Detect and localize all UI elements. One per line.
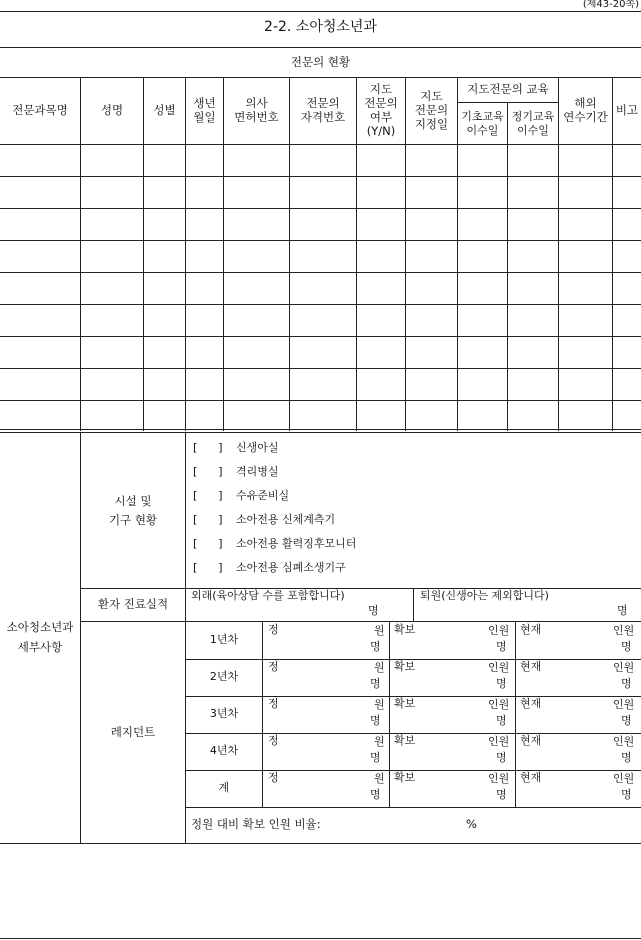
resident-secured-label: 확보: [394, 623, 416, 636]
header-regular-edu: 정기교육 이수일: [511, 110, 555, 137]
details-bottom-rule: [0, 843, 641, 844]
resident-people-unit: 인원: [613, 661, 635, 674]
facility-checkbox: [ ]: [193, 537, 223, 550]
resident-people-unit: 인원: [613, 624, 635, 637]
header-birth: 생년 월일: [193, 96, 216, 124]
facility-checkbox: [ ]: [193, 561, 223, 574]
outpatient-label: 외래(육아상담 수를 포함합니다): [191, 589, 345, 602]
resident-unit: 명: [370, 788, 381, 801]
table-row-rule: [0, 208, 641, 209]
facility-item: 소아전용 신체계측기: [236, 513, 336, 526]
resident-secured-label: 확보: [394, 771, 416, 784]
facility-item: 수유준비실: [236, 489, 290, 502]
resident-unit: 명: [496, 714, 507, 727]
facility-label: 시설 및 기구 현황: [108, 494, 158, 527]
resident-row-rule: [185, 807, 641, 808]
resident-people-unit: 인원: [488, 772, 510, 785]
resident-divider: [262, 622, 263, 807]
resident-people-unit: 인원: [613, 698, 635, 711]
bottom-rule: [0, 938, 641, 939]
resident-unit: 명: [370, 714, 381, 727]
header-sex: 성별: [153, 103, 176, 118]
resident-quota-label: 정: [268, 734, 279, 747]
resident-secured-label: 확보: [394, 697, 416, 710]
header-mentor: 지도 전문의 여부 (Y/N): [364, 82, 398, 138]
table-row-rule: [0, 368, 641, 369]
resident-quota-label: 정: [268, 660, 279, 673]
resident-unit: 명: [496, 677, 507, 690]
facility-checkbox: [ ]: [193, 513, 223, 526]
top-rule: [0, 11, 641, 12]
table-row-rule: [0, 240, 641, 241]
resident-people-unit: 인원: [488, 698, 510, 711]
resident-unit: 명: [370, 640, 381, 653]
resident-unit: 명: [496, 640, 507, 653]
resident-people-unit: 인원: [613, 772, 635, 785]
resident-current-label: 현재: [520, 734, 542, 747]
resident-quota-unit: 원: [374, 735, 385, 748]
resident-quota-unit: 원: [374, 661, 385, 674]
resident-year: 1년차: [209, 633, 239, 646]
resident-divider: [515, 622, 516, 807]
discharge-label: 퇴원(신생아는 제외합니다): [420, 589, 549, 602]
header-basic-edu: 기초교육 이수일: [461, 110, 504, 137]
resident-current-label: 현재: [520, 697, 542, 710]
resident-quota-unit: 원: [374, 698, 385, 711]
resident-year: 계: [218, 781, 230, 794]
resident-current-label: 현재: [520, 660, 542, 673]
section-title: 전문의 현황: [290, 55, 351, 69]
resident-year: 3년차: [209, 707, 239, 720]
resident-unit: 명: [621, 640, 632, 653]
table-row-rule: [0, 176, 641, 177]
header-bottom-rule: [0, 144, 641, 145]
ratio-percent: %: [466, 817, 477, 831]
facility-item: 신생아실: [236, 441, 279, 454]
column-divider: [507, 102, 508, 431]
resident-secured-label: 확보: [394, 660, 416, 673]
resident-people-unit: 인원: [613, 735, 635, 748]
table-row-rule: [0, 272, 641, 273]
resident-quota-unit: 원: [374, 624, 385, 637]
resident-quota-label: 정: [268, 697, 279, 710]
ratio-label: 정원 대비 확보 인원 비율:: [191, 817, 321, 831]
discharge-unit: 명: [617, 604, 628, 617]
resident-year: 2년차: [209, 670, 239, 683]
patients-label: 환자 진료실적: [97, 597, 169, 612]
header-overseas: 해외 연수기간: [563, 96, 608, 124]
header-cert: 전문의 자격번호: [300, 96, 346, 124]
resident-unit: 명: [621, 677, 632, 690]
resident-people-unit: 인원: [488, 735, 510, 748]
facility-item: 소아전용 심폐소생기구: [236, 561, 346, 574]
resident-unit: 명: [496, 751, 507, 764]
patients-divider: [413, 588, 414, 621]
table-row-rule: [0, 400, 641, 401]
header-note: 비고: [615, 103, 639, 118]
resident-people-unit: 인원: [488, 624, 510, 637]
facility-item: 소아전용 활력징후모니터: [236, 537, 357, 550]
resident-divider: [389, 622, 390, 807]
details-label: 소아청소년과 세부사항: [6, 620, 74, 654]
resident-unit: 명: [496, 788, 507, 801]
resident-current-label: 현재: [520, 771, 542, 784]
resident-current-label: 현재: [520, 623, 542, 636]
resident-unit: 명: [370, 677, 381, 690]
header-edu-group: 지도전문의 교육: [467, 82, 549, 97]
resident-label: 레지던트: [110, 724, 156, 739]
resident-quota-label: 정: [268, 771, 279, 784]
facility-checkbox: [ ]: [193, 441, 223, 454]
header-name: 성명: [100, 103, 124, 118]
resident-unit: 명: [621, 788, 632, 801]
page-reference: (제43-20쪽): [582, 0, 639, 10]
resident-unit: 명: [370, 751, 381, 764]
table-end-rule: [0, 429, 641, 430]
facility-checkbox: [ ]: [193, 489, 223, 502]
header-mentor-date: 지도 전문의 지정일: [414, 89, 449, 131]
facility-checkbox: [ ]: [193, 465, 223, 478]
header-dept: 전문과목명: [12, 103, 68, 118]
table-row-rule: [0, 304, 641, 305]
page-title: 2-2. 소아청소년과: [264, 19, 377, 35]
resident-quota-unit: 원: [374, 772, 385, 785]
outpatient-unit: 명: [368, 604, 379, 617]
header-license: 의사 면허번호: [234, 96, 279, 124]
title-rule: [0, 47, 641, 48]
resident-quota-label: 정: [268, 623, 279, 636]
resident-unit: 명: [621, 714, 632, 727]
facility-item: 격리병실: [236, 465, 279, 478]
resident-people-unit: 인원: [488, 661, 510, 674]
table-row-rule: [0, 336, 641, 337]
resident-secured-label: 확보: [394, 734, 416, 747]
resident-unit: 명: [621, 751, 632, 764]
resident-year: 4년차: [209, 744, 239, 757]
